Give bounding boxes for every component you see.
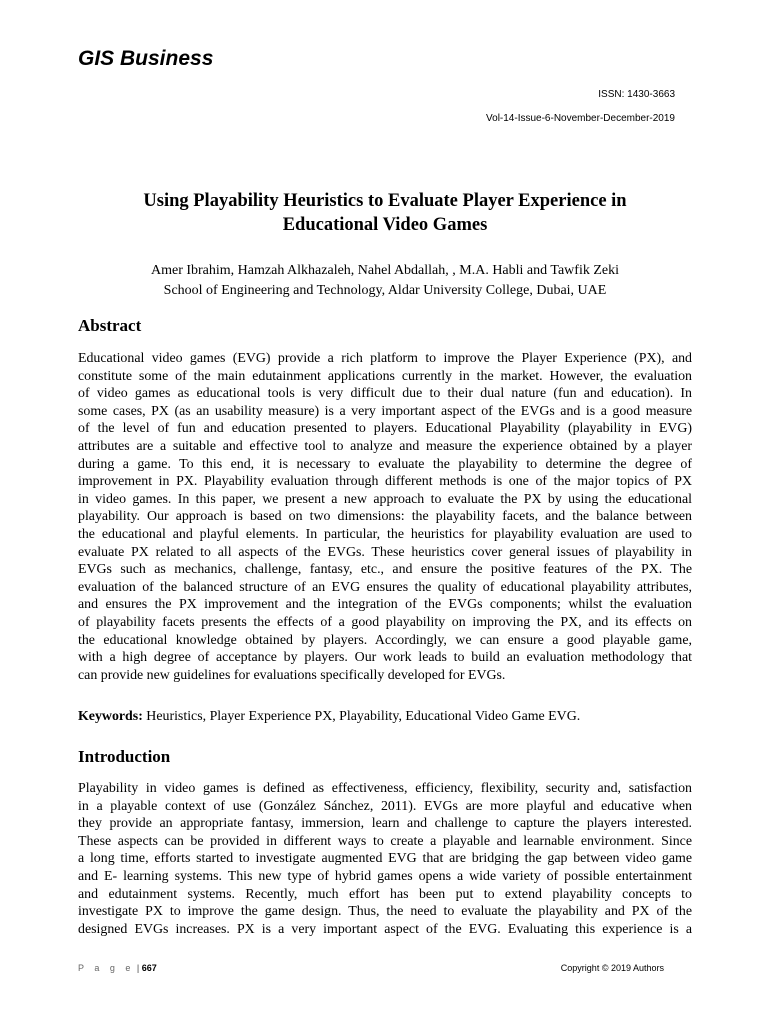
text-line: can provide new guidelines for evaluations specifically developed for EVGs.: [78, 667, 506, 683]
text-line: of video games as educational tools is very difficult due to their dual nature (fun and education). In: [78, 386, 692, 402]
copyright-footer: Copyright © 2019 Authors: [560, 963, 664, 973]
text-line: they provide an appropriate fantasy, immersion, learn and challenge to capture the players interested.: [78, 816, 692, 832]
text-line: playability. Our approach is based on two dimensions: the playability facets, and the balance between: [78, 509, 692, 525]
keywords-text: Heuristics, Player Experience PX, Playability, Educational Video Game EVG.: [142, 709, 581, 724]
text-line: improvement in PX. Playability evaluation through different methods is one of the major topics of PX: [78, 474, 692, 490]
title-line: Educational Video Games: [282, 215, 488, 235]
paper-title: [78, 189, 692, 237]
keywords: [78, 709, 692, 725]
text-line: during a game. To this end, it is necessary to evaluate the playability to determine the degree of: [78, 456, 692, 472]
text-line: Playability in video games is defined as effectiveness, efficiency, flexibility, security and, satisfaction: [78, 781, 692, 796]
text-line: EVGs such as mechanics, challenge, fantasy, etc., and ensure the positive features of the PX. The: [78, 562, 692, 578]
text-line: designed EVGs increases. PX is a very important aspect of the EVG. Evaluating this experience is a: [78, 921, 692, 937]
text-line: attributes are a suitable and effective tool to analyze and measure the experience obtained by a player: [78, 438, 692, 454]
introduction-body: [78, 780, 692, 938]
page-number-footer: [78, 963, 157, 973]
volume-issue: Vol-14-Issue-6-November-December-2019: [486, 113, 675, 124]
title-line: Using Playability Heuristics to Evaluate Player Experience in: [143, 191, 627, 211]
journal-name: GIS Business: [78, 47, 214, 70]
text-line: and ensures the PX improvement and the integration of the EVGs components; whilst the evaluation: [78, 597, 692, 613]
text-line: the educational and playful elements. In particular, the heuristics for playability evaluation are used to: [78, 526, 692, 542]
text-line: These aspects can be provided in different ways to create a playable and learnable environment. Since: [78, 833, 692, 849]
abstract-heading: Abstract: [78, 316, 142, 335]
text-line: with a high degree of acceptance by players. Our work leads to build an evaluation methodology that: [78, 650, 692, 666]
text-line: and edutainment systems. Recently, much effort has been put to extend playability concepts to: [78, 886, 692, 902]
author-block: [78, 261, 692, 301]
page-separator: |: [134, 963, 142, 973]
text-line: evaluate PX related to all aspects of the EVGs. These heuristics cover general issues of playability in: [78, 544, 692, 560]
abstract-body: [78, 350, 692, 684]
text-line: evaluation of the balanced structure of an EVG ensures the quality of educational playability attributes,: [78, 579, 692, 595]
text-line: constitute some of the main edutainment applications currently in the market. However, the evaluation: [78, 368, 692, 384]
text-line: investigate PX to improve the game design. Thus, the need to evaluate the playability and PX of the: [78, 904, 692, 920]
text-line: and E- learning systems. This new type of hybrid games opens a wide variety of possible entertainment: [78, 868, 692, 884]
page-number: 667: [141, 963, 157, 973]
keywords-label: Keywords:: [78, 709, 143, 724]
text-line: a long time, efforts started to investigate augmented EVG that are bridging the gap between video game: [78, 851, 692, 867]
text-line: in a playable context of use (González Sánchez, 2011). EVGs are more playful and educative when: [78, 798, 692, 814]
affiliation: School of Engineering and Technology, Aldar University College, Dubai, UAE: [163, 283, 607, 298]
text-line: some cases, PX (as an usability measure) is a very important aspect of the EVGs and is a good measure: [78, 403, 692, 419]
introduction-heading: Introduction: [78, 747, 171, 766]
issn: ISSN: 1430-3663: [598, 89, 675, 100]
page-label: P a g e: [78, 963, 135, 973]
text-line: of the level of fun and education presented to players. Educational Playability (playability in EVG): [78, 421, 692, 437]
author-list: Amer Ibrahim, Hamzah Alkhazaleh, Nahel Abdallah, , M.A. Habli and Tawfik Zeki: [150, 263, 619, 278]
text-line: Educational video games (EVG) provide a rich platform to improve the Player Experience (PX), and: [78, 351, 692, 366]
text-line: the educational knowledge obtained by players. Accordingly, we can ensure a good playable game,: [78, 632, 692, 648]
text-line: of playability facets presents the effects of a good playability on improving the PX, and its effects on: [78, 614, 692, 630]
text-line: in video games. In this paper, we present a new approach to evaluate the PX by using the educational: [78, 491, 692, 507]
